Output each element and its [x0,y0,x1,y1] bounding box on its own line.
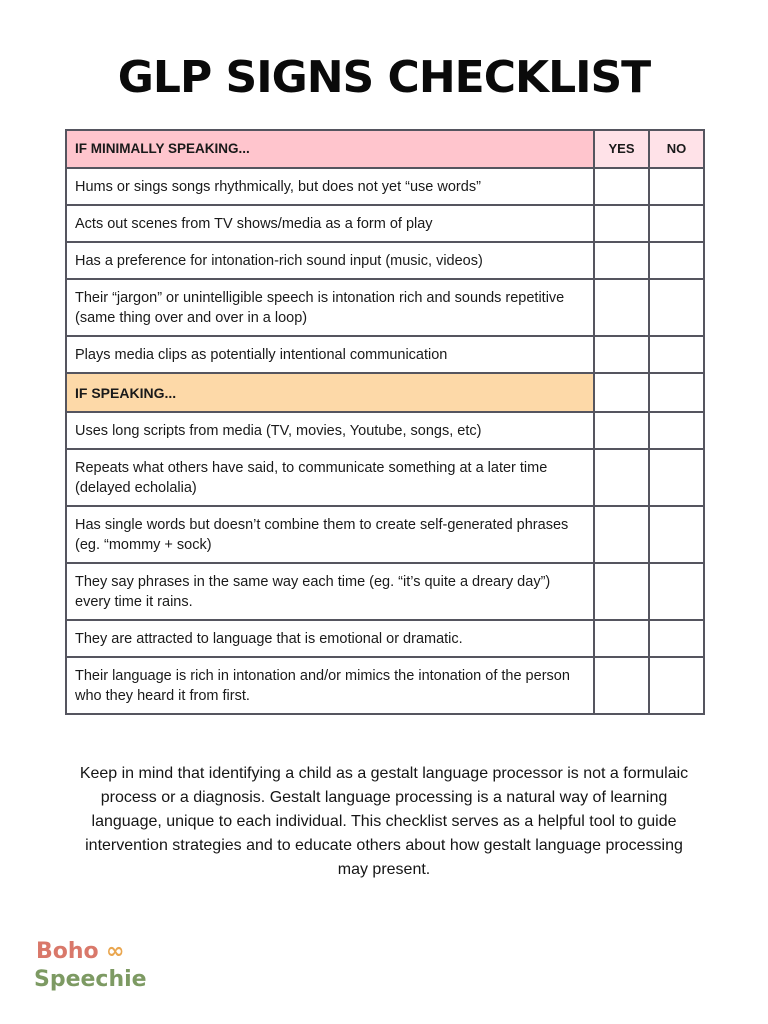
checklist-item: Their “jargon” or unintelligible speech is intonation rich and sounds repetitive (same thing over and over in a loop) [66,279,594,336]
yes-column-header: YES [594,130,649,168]
infinity-icon: ∞ [106,939,125,964]
no-checkbox[interactable] [649,168,704,205]
no-checkbox[interactable] [649,279,704,336]
table-row [66,168,704,205]
table-row [66,205,704,242]
page-title: GLP SIGNS CHECKLIST [117,52,651,103]
yes-checkbox[interactable] [594,563,649,620]
checklist-item: Has single words but doesn’t combine them to create self-generated phrases (eg. “mommy + sock) [66,506,594,563]
no-checkbox[interactable] [649,205,704,242]
no-checkbox[interactable] [649,563,704,620]
table-row [66,449,704,506]
checklist-item: Uses long scripts from media (TV, movies, Youtube, songs, etc) [66,412,594,449]
checklist-item: Plays media clips as potentially intentional communication [66,336,594,373]
checklist-item: They say phrases in the same way each time (eg. “it’s quite a dreary day”) every time it rains. [66,563,594,620]
table-row [66,242,704,279]
checklist-item: Hums or sings songs rhythmically, but does not yet “use words” [66,168,594,205]
checklist-item: Acts out scenes from TV shows/media as a form of play [66,205,594,242]
table-row [66,657,704,714]
checklist-item: They are attracted to language that is emotional or dramatic. [66,620,594,657]
table-row [66,506,704,563]
table-row [66,620,704,657]
yes-checkbox[interactable] [594,373,649,412]
boho-speechie-logo [34,934,174,994]
table-row [66,336,704,373]
section-header-speaking [66,373,704,412]
section-header-minimally-speaking [66,130,704,168]
no-checkbox[interactable] [649,336,704,373]
logo-line-2: Speechie [34,967,147,992]
no-checkbox[interactable] [649,242,704,279]
section-heading: IF SPEAKING... [66,373,594,412]
no-checkbox[interactable] [649,449,704,506]
no-checkbox[interactable] [649,506,704,563]
explanatory-note: Keep in mind that identifying a child as a gestalt language processor is not a formulaic process or a diagnosis. Gestalt language processing is a natural way of learning language, unique to each individual. This checklist serves as a helpful tool to guide intervention strategies and to educate others about how gestalt language processing may present. [79,765,689,878]
checklist-item: Repeats what others have said, to communicate something at a later time (delayed echolalia) [66,449,594,506]
no-checkbox[interactable] [649,373,704,412]
checklist-item: Has a preference for intonation-rich sound input (music, videos) [66,242,594,279]
table-row [66,563,704,620]
yes-checkbox[interactable] [594,412,649,449]
no-column-header: NO [649,130,704,168]
yes-checkbox[interactable] [594,242,649,279]
table-row [66,279,704,336]
yes-checkbox[interactable] [594,336,649,373]
yes-checkbox[interactable] [594,449,649,506]
checklist-table [65,129,705,715]
yes-checkbox[interactable] [594,506,649,563]
yes-checkbox[interactable] [594,657,649,714]
table-row [66,412,704,449]
yes-checkbox[interactable] [594,168,649,205]
logo-line-1: Boho [36,939,99,964]
yes-checkbox[interactable] [594,620,649,657]
no-checkbox[interactable] [649,412,704,449]
yes-checkbox[interactable] [594,279,649,336]
no-checkbox[interactable] [649,620,704,657]
section-heading: IF MINIMALLY SPEAKING... [66,130,594,168]
no-checkbox[interactable] [649,657,704,714]
checklist-item: Their language is rich in intonation and/or mimics the intonation of the person who they heard it from first. [66,657,594,714]
yes-checkbox[interactable] [594,205,649,242]
